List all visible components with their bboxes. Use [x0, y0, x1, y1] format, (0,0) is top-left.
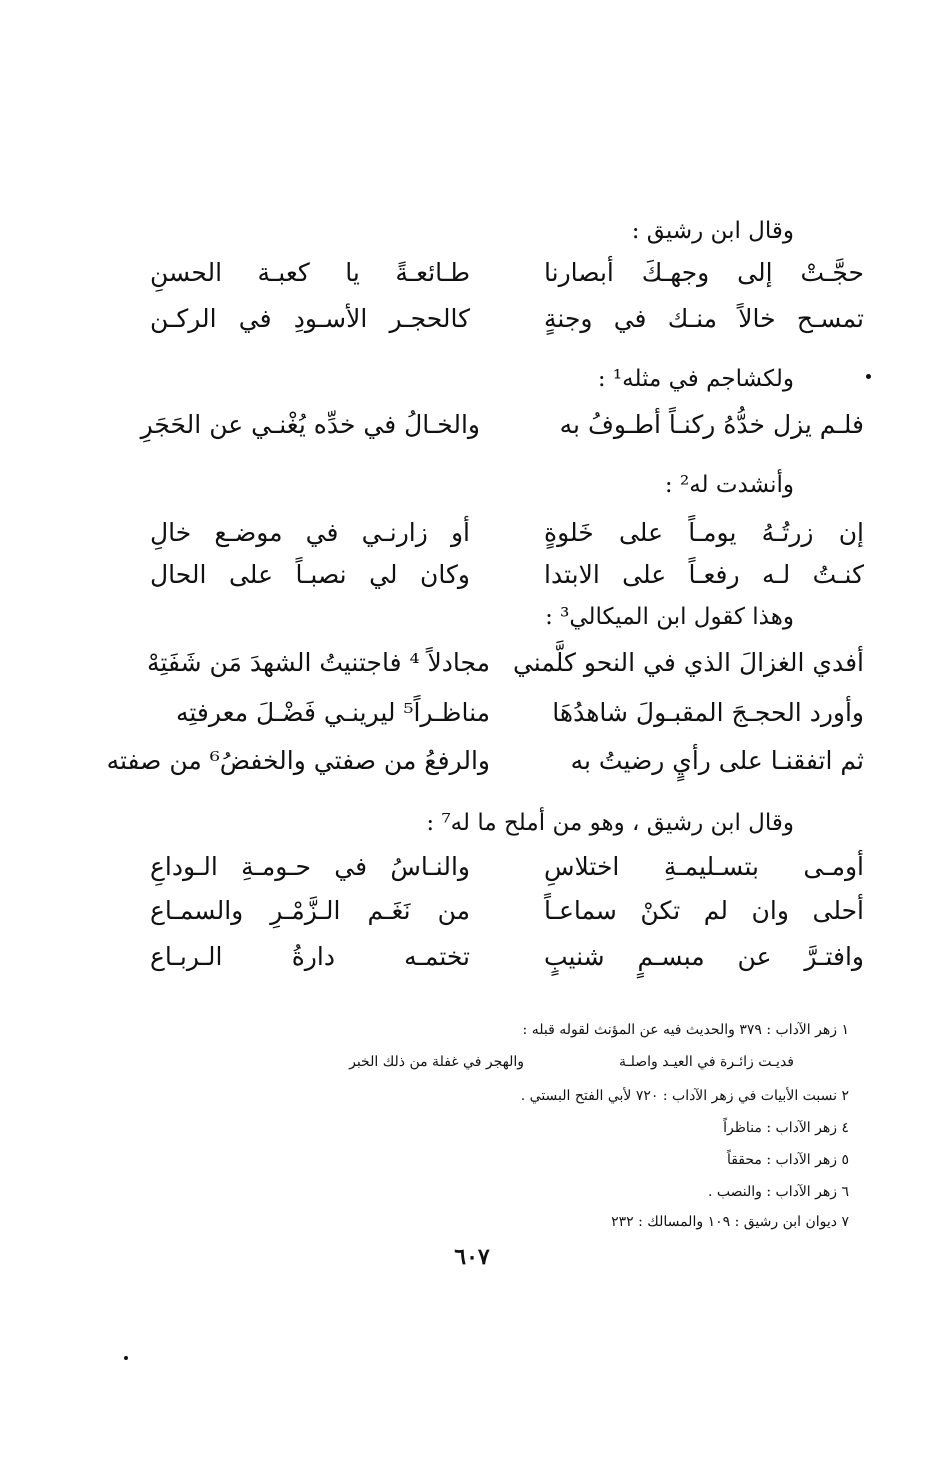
verse-first-hemistich: حجَّـتْ إلى وجهـكَ أبصارنا — [544, 258, 864, 287]
footnote-verse-first-hemistich: فديـت زائـرة في العيـد واصلـة — [618, 1054, 794, 1070]
verse-second-hemistich: والخـالُ في خدِّه يُغْنـي عن الحَجَرِ — [140, 410, 480, 439]
verse-first-hemistich: وافتـرَّ عن مبسـمٍ شنيبٍ — [544, 942, 864, 971]
verse-first-hemistich: كنـتُ لـه رفعـاً على الابتدا — [544, 560, 864, 589]
verse-second-hemistich: والرفعُ من صفتي والخفضُ⁶ من صفته — [106, 746, 490, 775]
footnote: ٤ زهر الآداب : مناظراً — [723, 1120, 849, 1136]
intro-line: ولكشاجم في مثله¹ : — [597, 366, 794, 392]
page-number: ٦٠٧ — [454, 1244, 490, 1270]
verse-line — [150, 852, 864, 892]
intro-line: وقال ابن رشيق : — [631, 218, 794, 244]
verse-first-hemistich: إن زرتُـهُ يومـاً على خَلوةٍ — [544, 518, 864, 547]
verse-first-hemistich: أفدي الغزالَ الذي في النحو كلَّمني — [512, 648, 864, 677]
verse-line — [150, 698, 864, 738]
verse-line — [106, 746, 864, 786]
verse-line — [150, 258, 864, 298]
verse-first-hemistich: تمسـح خالاً منـك في وجنةٍ — [544, 304, 864, 333]
verse-line — [150, 304, 864, 344]
verse-second-hemistich: وكان لي نصبـاً على الحال — [150, 560, 470, 589]
verse-line — [147, 648, 864, 688]
verse-first-hemistich: فلـم يزل خدُّهُ ركنـاً أطـوفُ به — [559, 410, 864, 439]
footnote: ٧ ديوان ابن رشيق : ١٠٩ والمسالك : ٢٣٢ — [611, 1214, 849, 1230]
verse-first-hemistich: أومـى بتسـليمـةِ اختلاسِ — [544, 852, 864, 881]
verse-first-hemistich: أحلى وان لم تكنْ سماعـاً — [544, 896, 864, 925]
margin-mark — [866, 374, 871, 379]
footnote: ٢ نسبت الأبيات في زهر الآداب : ٧٢٠ لأبي الفتح البستي . — [520, 1088, 849, 1104]
intro-line: وقال ابن رشيق ، وهو من أملح ما له⁷ : — [426, 810, 794, 836]
footnote-verse-second-hemistich: والهجر في غفلة من ذلك الخبر — [349, 1054, 524, 1070]
intro-line: وأنشدت له² : — [664, 472, 794, 498]
verse-second-hemistich: مناظـراً⁵ ليرينـي فَضْـلَ معرفتِه — [175, 698, 490, 727]
verse-second-hemistich: أو زارنـي في موضـع خالِ — [150, 518, 470, 547]
footnote: ١ زهر الآداب : ٣٧٩ والحديث فيه عن المؤنث لقوله قبله : — [522, 1022, 849, 1038]
verse-first-hemistich: ثم اتفقنـا على رأيٍ رضيتُ به — [570, 746, 864, 775]
verse-line — [150, 560, 864, 600]
verse-line — [140, 410, 864, 450]
verse-second-hemistich: طـائعـةً يا كعبـة الحسنِ — [150, 258, 470, 287]
footnote: ٦ زهر الآداب : والنصب . — [707, 1184, 849, 1200]
verse-line — [150, 942, 864, 982]
verse-second-hemistich: والنـاسُ في حـومـةِ الـوداعِ — [150, 852, 470, 881]
verse-first-hemistich: وأورد الحجـجَ المقبـولَ شاهدُهَا — [552, 698, 864, 727]
margin-mark — [124, 1356, 128, 1360]
verse-second-hemistich: تختمـه دارةُ الـربـاع — [150, 942, 470, 971]
verse-line — [150, 896, 864, 936]
verse-line — [150, 518, 864, 558]
verse-second-hemistich: من نَغَـم الـزَّمْـرِ والسمـاع — [150, 896, 470, 925]
verse-second-hemistich: مجادلاً ⁴ فاجتنيتُ الشهدَ مَن شَفَتِهْ — [147, 648, 490, 677]
intro-line: وهذا كقول ابن الميكالي³ : — [545, 604, 794, 630]
footnote: ٥ زهر الآداب : محققاً — [726, 1152, 849, 1168]
verse-second-hemistich: كالحجـر الأسـودِ في الركـن — [150, 304, 470, 333]
